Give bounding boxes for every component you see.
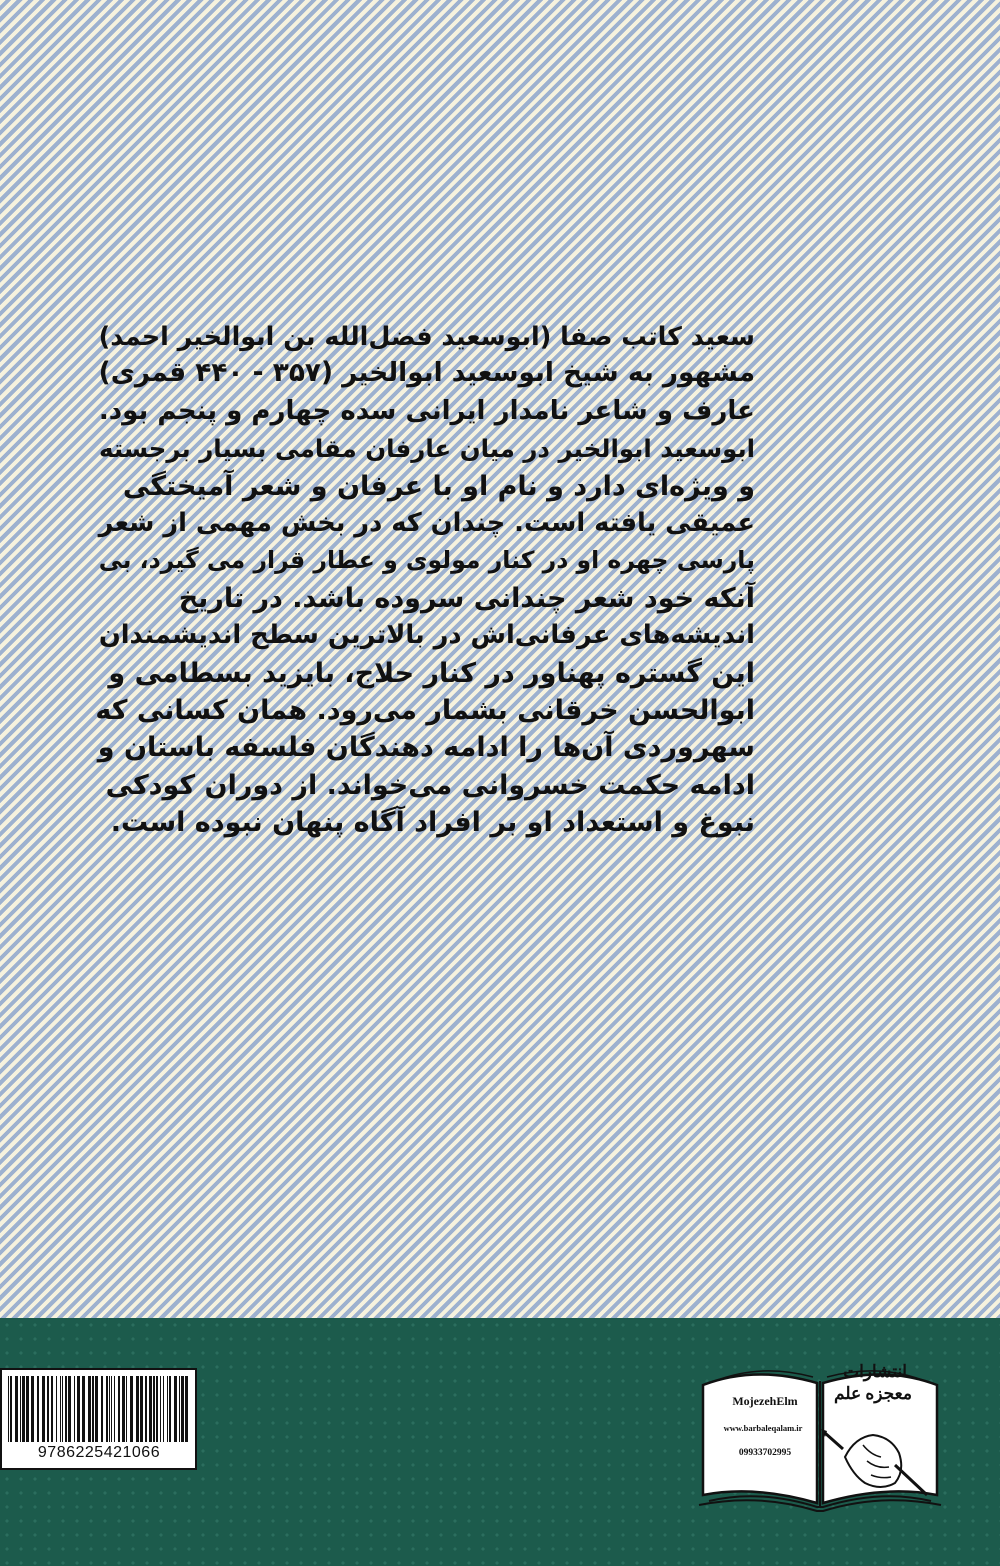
- barcode-bar: [149, 1376, 152, 1442]
- barcode-bar: [26, 1376, 29, 1442]
- barcode-bar: [8, 1376, 9, 1442]
- barcode-bar: [106, 1376, 108, 1442]
- barcode-bar: [111, 1376, 112, 1442]
- barcode-bar: [77, 1376, 80, 1442]
- barcode-bar: [74, 1376, 75, 1442]
- barcode-bars-icon: [6, 1376, 192, 1442]
- barcode-bar: [47, 1376, 49, 1442]
- barcode-bar: [42, 1376, 45, 1442]
- barcode-bar: [126, 1376, 127, 1442]
- description-line: عمیقی یافته است. چندان که در بخش مهمی از شعر: [98, 508, 755, 539]
- barcode-bar: [31, 1376, 34, 1442]
- barcode-bar: [122, 1376, 125, 1442]
- publisher-website: www.barbaleqalam.ir: [723, 1423, 803, 1433]
- publisher-name-line2: معجزه علم: [834, 1384, 912, 1403]
- description-line: اندیشه‌های عرفانی‌اش در بالاترین سطح اندیشمندان: [98, 620, 755, 651]
- publisher-logo: [695, 1345, 945, 1515]
- barcode-bar: [130, 1376, 133, 1442]
- barcode-bar: [167, 1376, 168, 1442]
- barcode-bar: [92, 1376, 94, 1442]
- barcode-bar: [118, 1376, 120, 1442]
- publisher-phone: 09933702995: [738, 1448, 792, 1458]
- barcode-bar: [22, 1376, 25, 1442]
- barcode-bar: [136, 1376, 139, 1442]
- barcode-bar: [101, 1376, 103, 1442]
- barcode-bar: [82, 1376, 85, 1442]
- description-line: نبوغ و استعداد او بر افراد آگاه پنهان نبوده است.: [110, 807, 755, 839]
- barcode-bar: [56, 1376, 57, 1442]
- barcode-bar: [109, 1376, 110, 1442]
- barcode-bar: [163, 1376, 164, 1442]
- barcode-bar: [174, 1376, 177, 1442]
- barcode-bar: [20, 1376, 21, 1442]
- isbn-number: 9786225421066: [37, 1444, 161, 1461]
- barcode-bar: [114, 1376, 115, 1442]
- barcode-bar: [160, 1376, 161, 1442]
- barcode-bar: [68, 1376, 71, 1442]
- description-line: ادامه حکمت خسروانی می‌خواند. از دوران کودکی: [105, 769, 755, 801]
- description-line: آنکه خود شعر چندانی سروده باشد. در تاریخ: [178, 582, 755, 614]
- description-line: عارف و شاعر نامدار ایرانی سده چهارم و پنجم بود.: [98, 395, 755, 426]
- barcode-bar: [145, 1376, 147, 1442]
- barcode-bar: [62, 1376, 63, 1442]
- barcode-bar: [95, 1376, 98, 1442]
- barcode-bar: [60, 1376, 61, 1442]
- description-line: سعید کاتب صفا (ابوسعید فضل‌الله بن ابوالخیر احمد): [98, 321, 755, 351]
- barcode-bar: [37, 1376, 39, 1442]
- publisher-latin-name: MojezehElm: [732, 1394, 798, 1408]
- description-line: این گستره پهناور در کنار حلاج، بایزید بسطامی و: [108, 657, 755, 689]
- description-line: پارسی چهره او در کنار مولوی و عطار قرار می گیرد، بی: [98, 546, 755, 575]
- description-line: ابوالحسن خرقانی بشمار می‌رود. همان کسانی که: [95, 695, 755, 727]
- barcode-bar: [169, 1376, 171, 1442]
- barcode: [0, 1368, 197, 1470]
- barcode-bar: [153, 1376, 155, 1442]
- barcode-bar: [10, 1376, 12, 1442]
- barcode-bar: [15, 1376, 18, 1442]
- barcode-bar: [65, 1376, 67, 1442]
- barcode-bar: [140, 1376, 143, 1442]
- barcode-bar: [156, 1376, 158, 1442]
- barcode-bar: [88, 1376, 91, 1442]
- book-description: [85, 318, 755, 842]
- description-line: سهروردی آن‌ها را ادامه دهندگان فلسفه باستان و: [97, 732, 755, 764]
- description-line: مشهور به شیخ ابوسعید ابوالخیر (۳۵۷ - ۴۴۰ قمری): [98, 358, 755, 389]
- barcode-bar: [179, 1376, 180, 1442]
- description-line: ابوسعید ابوالخیر در میان عارفان مقامی بسیار برجسته: [99, 434, 755, 464]
- barcode-bar: [185, 1376, 188, 1442]
- barcode-bar: [181, 1376, 184, 1442]
- description-line: و ویژه‌ای دارد و نام او با عرفان و شعر آمیختگی: [122, 470, 755, 502]
- barcode-bar: [51, 1376, 53, 1442]
- publisher-name-line1: انتشارات: [843, 1362, 907, 1381]
